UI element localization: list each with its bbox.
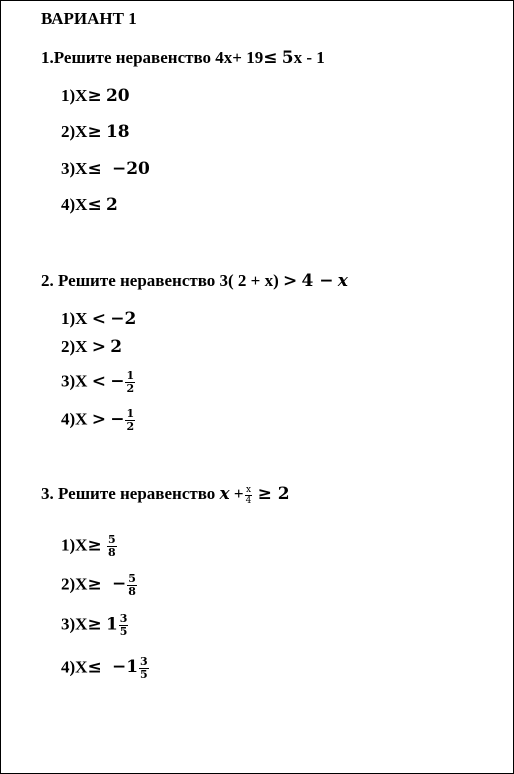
question-3-fraction: $\frac{x}{4}$ (245, 484, 252, 506)
q1-option-3: 3)Х≤ −20 (61, 159, 150, 179)
q3-option-3: 3)Х≥ 1 $\frac{3}{5}$ (61, 612, 128, 638)
q2-option-2: 2)Х > 2 (61, 337, 123, 357)
q3-option-1: 1)Х≥ $\frac{5}{8}$ (61, 533, 116, 559)
q1-option-1: 1)Х≥ 20 (61, 86, 130, 106)
q1-option-4: 4)Х≤ 2 (61, 195, 118, 215)
q3-option-4: 4)Х≤ −1 $\frac{3}{5}$ (61, 655, 148, 681)
q3-option-2-fraction: $\frac{5}{8}$ (128, 572, 136, 598)
variant-heading: ВАРИАНТ 1 (41, 9, 137, 28)
q2-option-1: 1)Х < −2 (61, 309, 137, 329)
q3-option-3-fraction: $\frac{3}{5}$ (119, 612, 128, 638)
q3-option-1-fraction: $\frac{5}{8}$ (107, 533, 116, 559)
question-3-title: 3. Решите неравенство x + $\frac{x}{4}$ ≥ 2 (41, 484, 290, 506)
q2-option-3-fraction: $\frac{1}{2}$ (126, 369, 135, 395)
q2-option-3: 3)Х < − $\frac{1}{2}$ (61, 369, 135, 395)
q1-option-2: 2)Х≥ 18 (61, 122, 130, 142)
q3-option-4-fraction: $\frac{3}{5}$ (140, 655, 148, 681)
q3-option-2: 2)Х≥ − $\frac{5}{8}$ (61, 572, 136, 598)
q2-option-4-fraction: $\frac{1}{2}$ (126, 407, 135, 433)
question-2-title: 2. Решите неравенство 3( 2 + х) > 4 − x (41, 271, 348, 291)
q2-option-4: 4)Х > − $\frac{1}{2}$ (61, 407, 135, 433)
question-1-title: 1.Решите неравенство 4х+ 19≤ 5х - 1 (41, 48, 325, 68)
